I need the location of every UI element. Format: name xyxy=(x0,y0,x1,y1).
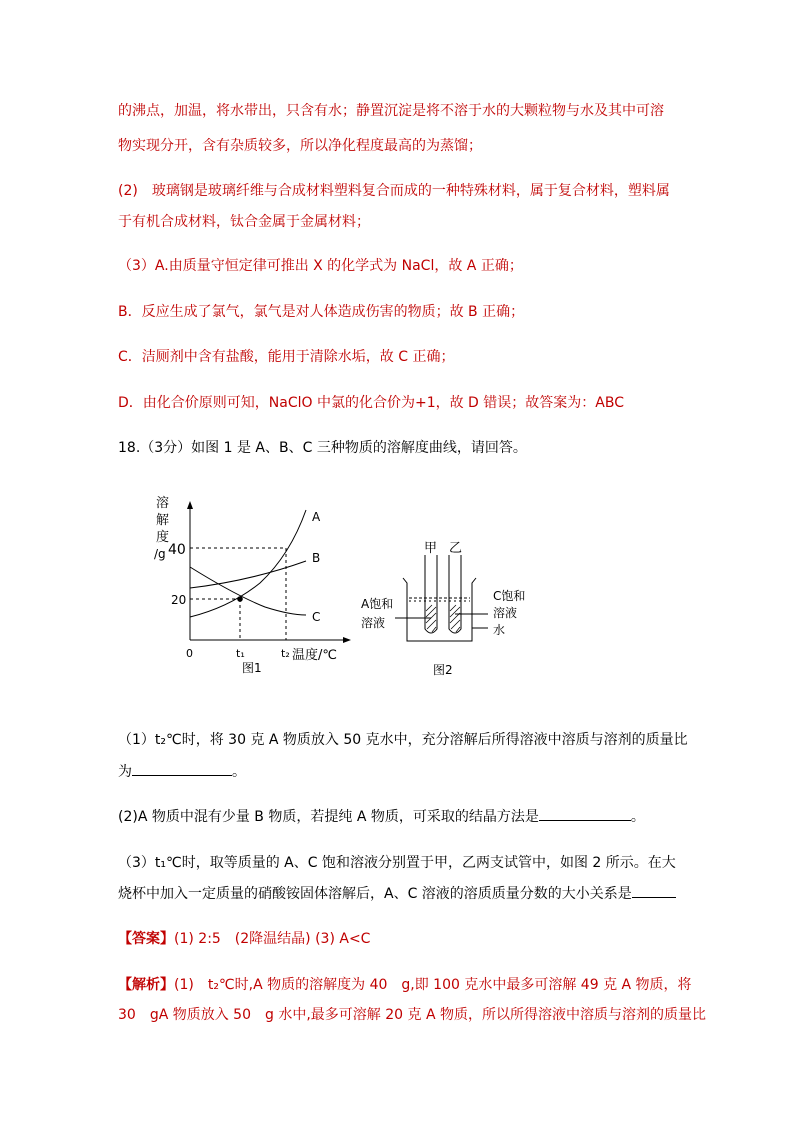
tube-yi-label: 乙 xyxy=(449,541,463,556)
tick-20: 20 xyxy=(171,593,187,607)
x-axis-arrow xyxy=(343,637,351,643)
question-1-prefix: 为 xyxy=(118,764,132,780)
explanation-line-5: （3）A.由质量守恒定律可推出 X 的化学式为 NaCl，故 A 正确； xyxy=(118,258,523,274)
curve-a-label: A xyxy=(312,510,321,524)
question-2-end: 。 xyxy=(630,809,645,825)
solution-c-hatch xyxy=(450,605,460,632)
test-tube-yi xyxy=(449,555,461,633)
question-3-text: 烧杯中加入一定质量的硝酸铵固体溶解后，A、C 溶液的溶质质量分数的大小关系是 xyxy=(118,886,632,902)
question-3-line-2 xyxy=(118,883,676,904)
question-1-line-1: （1）t₂℃时，将 30 克 A 物质放入 50 克水中，充分溶解后所得溶液中溶质与溶剂的质量比 xyxy=(118,732,688,748)
question-3-line-1: （3）t₁℃时，取等质量的 A、C 饱和溶液分别置于甲，乙两支试管中，如图 2 所示。在大 xyxy=(118,855,676,871)
answer-blank-1[interactable] xyxy=(132,761,232,776)
answer-blank-3[interactable] xyxy=(632,883,676,898)
y-label-1: 溶 xyxy=(156,496,170,511)
answer-label: 【答案】 xyxy=(118,931,174,947)
test-tube-jia xyxy=(425,555,437,633)
y-label-4: /g xyxy=(154,547,166,561)
explanation-line-4: 于有机合成材料，钛合金属于金属材料； xyxy=(118,214,370,230)
t1-label: t₁ xyxy=(236,647,245,660)
label-a-solution: 溶液 xyxy=(361,616,386,630)
answer-line xyxy=(118,929,370,949)
x-axis-label: 温度/℃ xyxy=(292,648,337,663)
y-label-3: 度 xyxy=(156,530,170,545)
analysis-line-1 xyxy=(118,975,692,995)
label-c-saturated: C饱和 xyxy=(493,589,525,603)
figure-2-caption: 图2 xyxy=(433,663,453,677)
explanation-line-8: D．由化合价原则可知，NaClO 中氯的化合价为+1，故 D 错误；故答案为：ABC xyxy=(118,395,624,411)
tube-jia-label: 甲 xyxy=(424,541,438,556)
curve-b-label: B xyxy=(312,551,321,565)
explanation-line-6: B．反应生成了氯气，氯气是对人体造成伤害的物质；故 B 正确； xyxy=(118,304,525,320)
analysis-line-2: 30 gA 物质放入 50 g 水中,最多可溶解 20 克 A 物质，所以所得溶液中溶质与溶剂的质量比 xyxy=(118,1007,706,1023)
question-2-text: (2)A 物质中混有少量 B 物质，若提纯 A 物质，可采取的结晶方法是 xyxy=(118,809,539,825)
label-water: 水 xyxy=(493,623,506,637)
figure-1-solubility-chart xyxy=(140,495,360,685)
beaker xyxy=(403,578,476,641)
figure-1-caption: 图1 xyxy=(242,661,262,675)
answer-blank-2[interactable] xyxy=(539,806,631,821)
analysis-label: 【解析】 xyxy=(118,977,174,993)
question-2-line xyxy=(118,806,645,827)
question-18-stem: 18.（3分）如图 1 是 A、B、C 三种物质的溶解度曲线，请回答。 xyxy=(118,440,527,456)
analysis-text-1: (1) t₂℃时,A 物质的溶解度为 40 g,即 100 克水中最多可溶解 49 克 A 物质，将 xyxy=(174,977,692,993)
curve-b xyxy=(190,561,306,588)
explanation-line-3: (2) 玻璃钢是玻璃纤维与合成材料塑料复合而成的一种特殊材料，属于复合材料，塑料属 xyxy=(118,183,670,199)
curve-a xyxy=(190,510,306,617)
label-a-saturated: A饱和 xyxy=(361,597,394,611)
curve-c xyxy=(190,567,306,615)
tick-40: 40 xyxy=(168,542,186,558)
question-1-line-2 xyxy=(118,761,246,782)
figure-2-beaker-diagram xyxy=(355,535,525,680)
y-axis-arrow xyxy=(187,501,193,509)
explanation-line-7: C．洁厕剂中含有盐酸，能用于清除水垢，故 C 正确； xyxy=(118,349,455,365)
question-1-end: 。 xyxy=(232,764,246,780)
t2-label: t₂ xyxy=(281,647,290,660)
label-c-solution: 溶液 xyxy=(493,606,518,620)
origin-label: 0 xyxy=(186,647,193,660)
explanation-line-2: 物实现分开，含有杂质较多，所以净化程度最高的为蒸馏； xyxy=(118,138,482,154)
intersection-point xyxy=(237,596,243,602)
y-label-2: 解 xyxy=(156,513,170,528)
explanation-line-1: 的沸点，加温，将水带出，只含有水；静置沉淀是将不溶于水的大颗粒物与水及其中可溶 xyxy=(118,103,664,119)
curve-c-label: C xyxy=(312,610,321,624)
answer-text: (1) 2:5 (2降温结晶) (3) A<C xyxy=(174,931,371,947)
